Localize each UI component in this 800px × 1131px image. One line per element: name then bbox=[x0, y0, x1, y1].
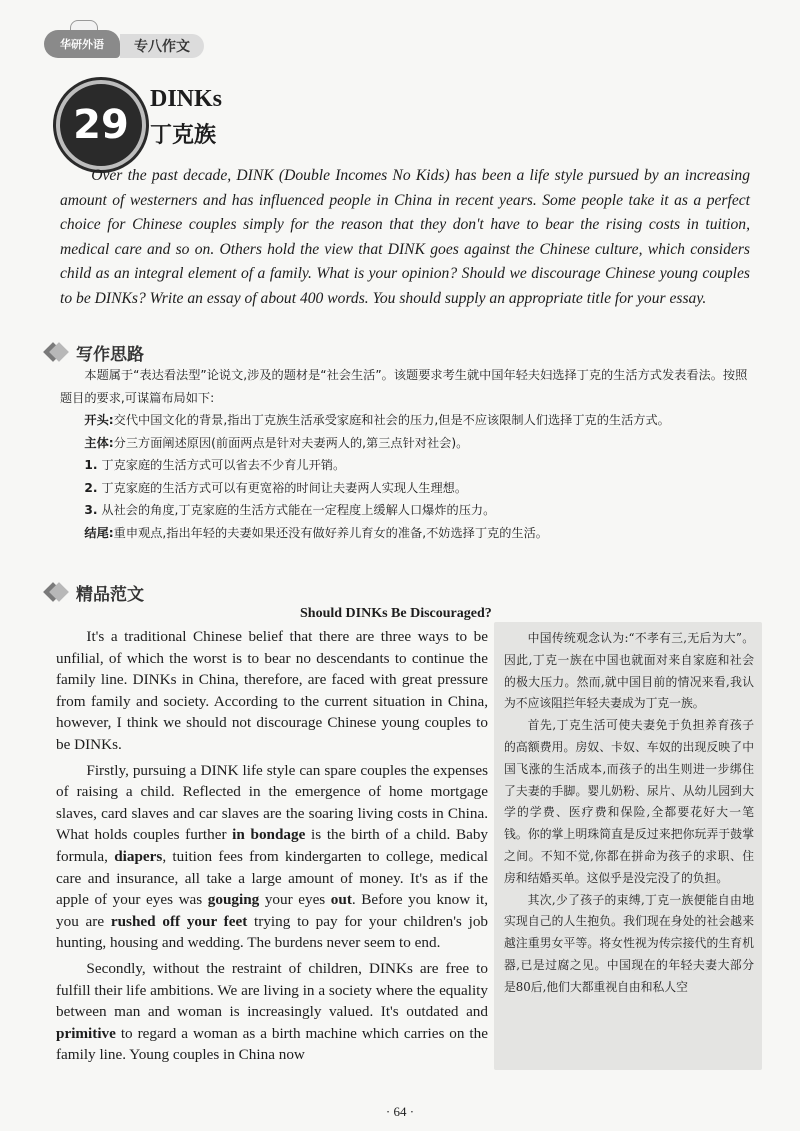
point-num: 3. bbox=[84, 503, 98, 517]
writing-ideas-body bbox=[60, 364, 750, 544]
essay-text: . Before you know it, you are bbox=[56, 891, 489, 930]
unit-title-cn: 丁克族 bbox=[150, 123, 217, 148]
writing-ideas-heading-text: 写作思路 bbox=[76, 344, 144, 365]
model-essay-heading-text: 精品范文 bbox=[76, 584, 144, 605]
essay-text: Firstly, pursuing a DINK life style can spare couples the expenses of raising a child. Reflected in the emergence of home mortgage slaves, card slaves and car slaves are the soaring living costs in China. What holds couples further bbox=[56, 761, 488, 844]
essay-keyword: in bondage bbox=[232, 826, 306, 844]
ending-text: 重申观点,指出年轻的夫妻如果还没有做好养儿育女的准备,不妨选择丁克的生活。 bbox=[113, 525, 548, 540]
point-text: 丁克家庭的生活方式可以有更宽裕的时间让夫妻两人实现人生理想。 bbox=[101, 480, 468, 495]
essay-body bbox=[56, 626, 488, 1070]
translation-paragraph-3: 其次,少了孩子的束缚,丁克一族便能自由地实现自己的人生抱负。我们现在身处的社会越来越注重男女平等。将女性视为传宗接代的生育机器,已是过腐之见。中国现在的年轻夫妻大部分是80后,他们大都重视自由和私人空 bbox=[504, 892, 754, 994]
unit-number-badge bbox=[56, 80, 146, 170]
essay-keyword: primitive bbox=[56, 1024, 116, 1042]
essay-paragraph-3 bbox=[56, 958, 488, 1066]
model-essay-heading bbox=[46, 580, 144, 604]
essay-text: trying to pay for your children's job hunting, housing and wedding. The burdens never seem to end. bbox=[56, 912, 489, 952]
section-label: 专八作文 bbox=[120, 34, 204, 58]
unit-title-en: DINKs bbox=[150, 86, 223, 112]
writing-ideas-intro: 本题属于“表达看法型”论说文,涉及的题材是“社会生活”。该题要求考生就中国年轻夫妇选择丁克的生活方式发表看法。按照题目的要求,可谋篇布局如下: bbox=[60, 368, 748, 405]
body-label: 主体: bbox=[84, 435, 114, 450]
essay-paragraph-2 bbox=[56, 760, 488, 954]
opening-text: 交代中国文化的背景,指出丁克族生活承受家庭和社会的压力,但是不应该限制人们选择丁克的生活方式。 bbox=[113, 413, 670, 427]
essay-keyword: rushed off your feet bbox=[110, 912, 248, 930]
essay-paragraph-1: It's a traditional Chinese belief that there are three ways to be unfilial, of which the worst is to bear no descendants to continue the family line. DINKs in China, therefore, are faced with great pressure from family and society. According to the current situation in China, however, I think we should not discourage Chinese young couples to be DINKs. bbox=[56, 628, 488, 753]
point-num: 1. bbox=[84, 458, 98, 472]
essay-keyword: out bbox=[330, 891, 352, 909]
essay-keyword: diapers bbox=[114, 847, 163, 865]
point-item bbox=[60, 499, 750, 522]
header-bar bbox=[28, 26, 218, 60]
point-item bbox=[60, 477, 750, 500]
essay-text: to regard a woman as a birth machine which carries on the family line. Young couples in China now bbox=[56, 1024, 488, 1064]
essay-text: , tuition fees from kindergarten to college, medical care and insurance, all take a large amount of money. It's as if the apple of your eyes was bbox=[56, 847, 488, 909]
essay-prompt: Over the past decade, DINK (Double Incomes No Kids) has been a life style pursued by an increasing amount of westerners and has influenced people in China in recent years. Some people take it as a perfect choice for Chinese couples simply for the reason that they don't have to bear the rising costs in tuition, medical care and so on. Others hold the view that DINK goes against the Chinese culture, which considers child as an integral element of a family. What is your opinion? Should we discourage Chinese young couples to be DINKs? Write an essay of about 400 words. You should supply an appropriate title for your essay. bbox=[60, 167, 750, 307]
ending-label: 结尾: bbox=[84, 525, 114, 540]
writing-ideas-opening bbox=[60, 409, 750, 432]
essay-title: Should DINKs Be Discouraged? bbox=[300, 606, 492, 621]
essay-text: your eyes bbox=[259, 891, 331, 909]
opening-label: 开头: bbox=[84, 413, 114, 427]
point-text: 丁克家庭的生活方式可以省去不少育儿开销。 bbox=[101, 458, 346, 472]
translation-paragraph-1: 中国传统观念认为:“不孝有三,无后为大”。因此,丁克一族在中国也就面对来自家庭和社会的极大压力。然而,就中国目前的情况来看,我认为不应该阻拦年轻夫妻成为丁克一族。 bbox=[504, 631, 754, 711]
essay-keyword: gouging bbox=[207, 891, 260, 909]
publisher-logo: 华研外语 bbox=[44, 30, 120, 58]
essay-text: is the birth of a child. Baby formula, bbox=[56, 826, 489, 865]
writing-ideas-main bbox=[60, 432, 750, 455]
essay-text: Secondly, without the restraint of children, DINKs are free to fulfill their life ambitions. We are living in a society where the equality between man and woman is increasingly valued. It's outdated and bbox=[56, 959, 488, 1021]
writing-ideas-heading bbox=[46, 340, 144, 364]
point-item bbox=[60, 454, 750, 477]
point-text: 从社会的角度,丁克家庭的生活方式能在一定程度上缓解人口爆炸的压力。 bbox=[101, 503, 496, 517]
body-text: 分三方面阐述原因(前面两点是针对夫妻两人的,第三点针对社会)。 bbox=[113, 435, 469, 450]
translation-paragraph-2: 首先,丁克生活可使夫妻免于负担养育孩子的高额费用。房奴、卡奴、车奴的出现反映了中国飞涨的生活成本,而孩子的出生则进一步绑住了夫妻的手脚。婴儿奶粉、尿片、从幼儿园到大学的学费、医疗费和保险,全都要花好大一笔钱。你的掌上明珠简直是反过来把你玩弄于鼓掌之间。不知不觉,你都在拼命为孩子的求职、住房和结婚买单。这似乎是没完没了的负担。 bbox=[504, 718, 754, 885]
page-number: · 64 · bbox=[385, 1104, 415, 1119]
translation-text bbox=[504, 628, 754, 999]
writing-ideas-ending bbox=[60, 522, 750, 545]
point-num: 2. bbox=[84, 480, 98, 495]
unit-number: 29 bbox=[73, 102, 129, 148]
